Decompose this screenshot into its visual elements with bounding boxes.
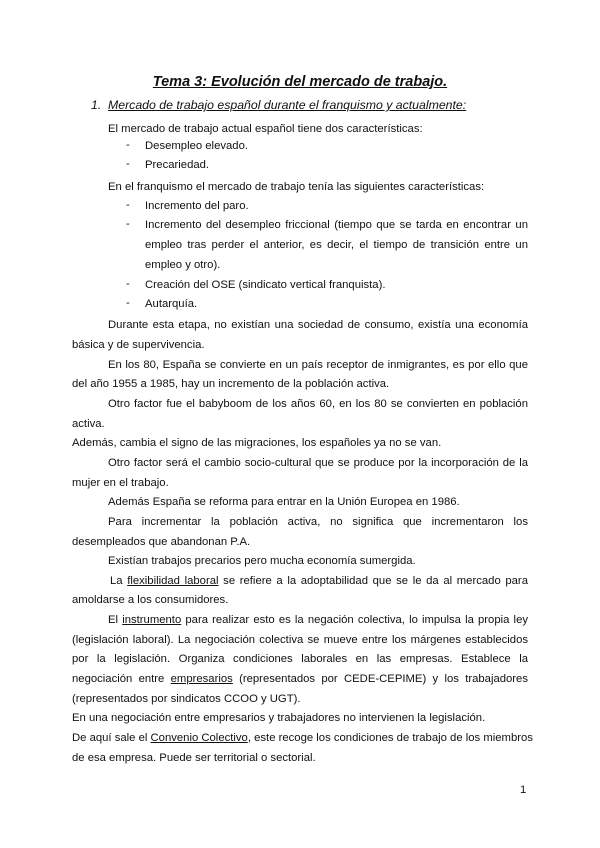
bullet: - bbox=[126, 297, 130, 309]
text-run: para realizar esto es la negación colectiva, lo impulsa la propia ley bbox=[181, 614, 528, 626]
paragraph-line: desempleados que abandonan P.A. bbox=[72, 536, 251, 548]
paragraph-line: Otro factor será el cambio socio-cultural que se produce por la incorporación de la bbox=[108, 457, 528, 469]
intro-actual: El mercado de trabajo actual español tiene dos características: bbox=[108, 123, 423, 135]
text-run: El bbox=[108, 614, 123, 626]
section-number: 1. bbox=[91, 98, 102, 112]
paragraph-line: mujer en el trabajo. bbox=[72, 477, 169, 489]
bullet: - bbox=[126, 278, 130, 290]
term-instrumento: instrumento bbox=[122, 614, 182, 626]
paragraph-line: amoldarse a los consumidores. bbox=[72, 594, 229, 606]
section-title: Mercado de trabajo español durante el franquismo y actualmente: bbox=[108, 98, 467, 112]
list-item: Incremento del paro. bbox=[145, 200, 249, 212]
paragraph-line: Durante esta etapa, no existían una sociedad de consumo, existía una economía bbox=[108, 319, 528, 331]
paragraph-line: Además, cambia el signo de las migraciones, los españoles ya no se van. bbox=[72, 437, 442, 449]
paragraph-line: por la legislación. Organiza condiciones laborales en las empresas. Establece la bbox=[72, 653, 528, 665]
section-heading bbox=[91, 98, 466, 112]
text-run: La bbox=[110, 575, 128, 587]
paragraph-line: En una negociación entre empresarios y trabajadores no intervienen la legislación. bbox=[72, 712, 486, 724]
list-item: Autarquía. bbox=[145, 298, 198, 310]
list-item-cont: empleo tras perder el anterior, es decir, el tiempo de transición entre un bbox=[145, 239, 528, 251]
bullet: - bbox=[126, 218, 130, 230]
term-flexibilidad-laboral: flexibilidad laboral bbox=[127, 575, 219, 587]
paragraph-line: activa. bbox=[72, 418, 105, 430]
paragraph-line: Existían trabajos precarios pero mucha economía sumergida. bbox=[108, 555, 416, 567]
bullet: - bbox=[126, 139, 130, 151]
paragraph-line: (legislación laboral). La negociación colectiva se mueve entre los márgenes establecidos bbox=[72, 634, 528, 646]
paragraph-line bbox=[110, 574, 528, 588]
paragraph-line: de esa empresa. Puede ser territorial o sectorial. bbox=[72, 752, 316, 764]
paragraph-line bbox=[72, 731, 533, 745]
text-run: , este recoge los condiciones de trabajo de los miembros bbox=[247, 732, 533, 744]
paragraph-line: Para incrementar la población activa, no significa que incrementaron los bbox=[108, 516, 528, 528]
text-run: (representados por CEDE-CEPIME) y los trabajadores bbox=[232, 673, 528, 685]
text-run: negociación entre bbox=[72, 673, 171, 685]
paragraph-line: (representados por sindicatos CCOO y UGT). bbox=[72, 693, 301, 705]
paragraph-line: En los 80, España se convierte en un país receptor de inmigrantes, es por ello que bbox=[108, 359, 528, 371]
page-title: Tema 3: Evolución del mercado de trabajo. bbox=[152, 74, 448, 90]
paragraph-line: Otro factor fue el babyboom de los años 60, en los 80 se convierten en población bbox=[108, 398, 528, 410]
list-item: Creación del OSE (sindicato vertical franquista). bbox=[145, 279, 386, 291]
intro-franquismo: En el franquismo el mercado de trabajo tenía las siguientes características: bbox=[108, 181, 485, 193]
page-number: 1 bbox=[520, 784, 527, 796]
list-item: Desempleo elevado. bbox=[145, 140, 248, 152]
list-item: Incremento del desempleo friccional (tiempo que se tarda en encontrar un bbox=[145, 219, 528, 231]
text-run: se refiere a la adoptabilidad que se le da al mercado para bbox=[218, 575, 528, 587]
term-convenio-colectivo: Convenio Colectivo bbox=[150, 732, 248, 744]
paragraph-line bbox=[108, 613, 528, 627]
paragraph-line: del año 1955 a 1985, hay un incremento de la población activa. bbox=[72, 378, 390, 390]
bullet: - bbox=[126, 158, 130, 170]
text-run: De aquí sale el bbox=[72, 732, 151, 744]
bullet: - bbox=[126, 199, 130, 211]
paragraph-line: Además España se reforma para entrar en la Unión Europea en 1986. bbox=[108, 496, 460, 508]
list-item: Precariedad. bbox=[145, 159, 210, 171]
list-item-cont: empleo y otro). bbox=[145, 259, 221, 271]
paragraph-line bbox=[72, 672, 528, 686]
paragraph-line: básica y de supervivencia. bbox=[72, 339, 205, 351]
term-empresarios: empresarios bbox=[170, 673, 233, 685]
